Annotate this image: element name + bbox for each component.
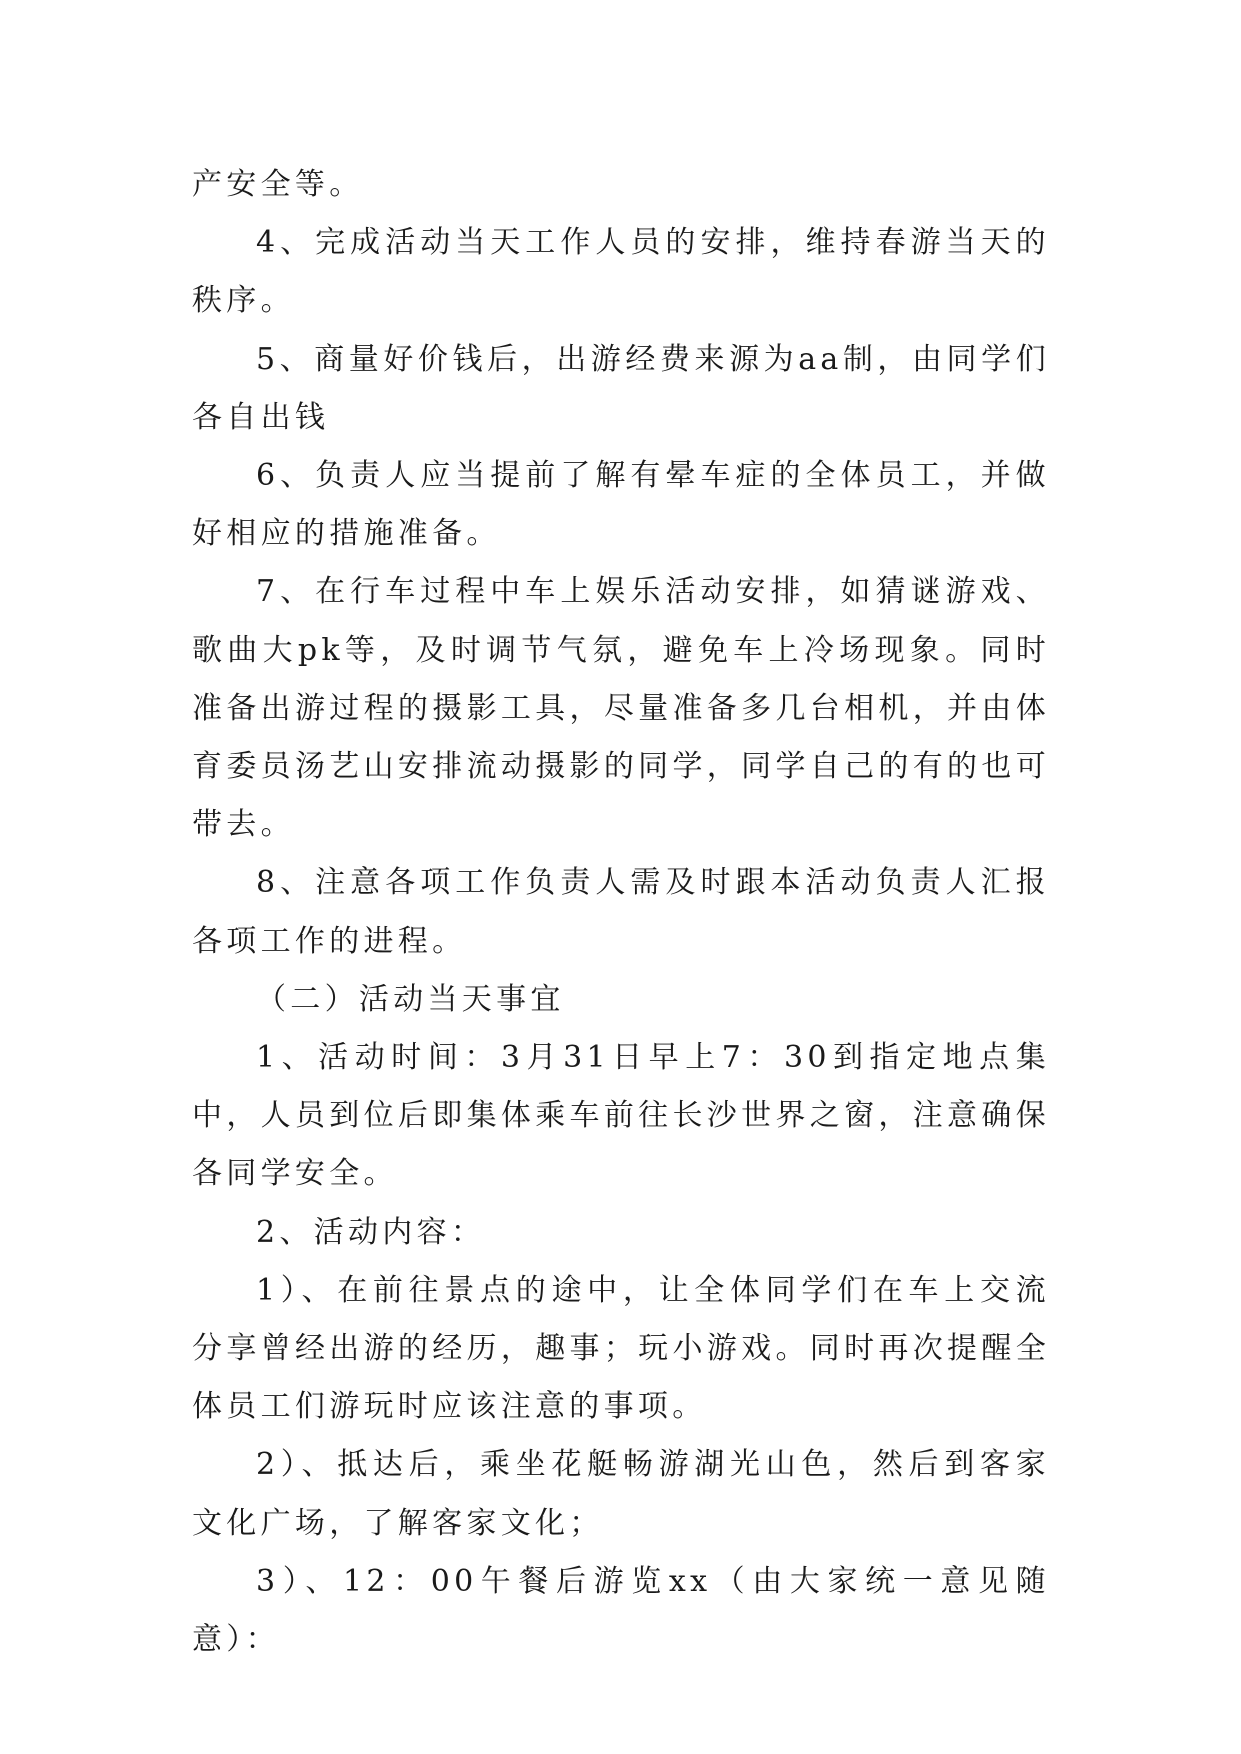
paragraph-9: 1）、在前往景点的途中，让全体同学们在车上交流分享曾经出游的经历，趣事；玩小游戏。同时再次提醒全体员工们游玩时应该注意的事项。 [192, 1272, 1050, 1425]
paragraph-5: 7、在行车过程中车上娱乐活动安排，如猜谜游戏、歌曲大pk等，及时调节气氛，避免车上冷场现象。同时准备出游过程的摄影工具，尽量准备多几台相机，并由体育委员汤艺山安排流动摄影的同学，同学自己的有的也可带去。 [192, 574, 1050, 843]
paragraph-10: 2）、抵达后，乘坐花艇畅游湖光山色，然后到客家文化广场，了解客家文化； [192, 1447, 1050, 1541]
paragraph-3: 5、商量好价钱后，出游经费来源为aa制，由同学们各自出钱 [192, 341, 1050, 435]
paragraph-2: 4、完成活动当天工作人员的安排，维持春游当天的秩序。 [192, 225, 1050, 319]
paragraph-4: 6、负责人应当提前了解有晕车症的全体员工，并做好相应的措施准备。 [192, 458, 1050, 552]
paragraph-1: 产安全等。 [192, 167, 364, 202]
paragraph-8: 2、活动内容： [256, 1214, 486, 1250]
document-body [192, 156, 1050, 1669]
paragraph-11: 3）、12：00午餐后游览xx（由大家统一意见随意）： [192, 1563, 1050, 1658]
paragraph-6: 8、注意各项工作负责人需及时跟本活动负责人汇报各项工作的进程。 [192, 865, 1050, 959]
section-heading: （二）活动当天事宜 [256, 981, 565, 1017]
paragraph-7: 1、活动时间：3月31日早上7：30到指定地点集中，人员到位后即集体乘车前往长沙世界之窗，注意确保各同学安全。 [192, 1040, 1050, 1192]
